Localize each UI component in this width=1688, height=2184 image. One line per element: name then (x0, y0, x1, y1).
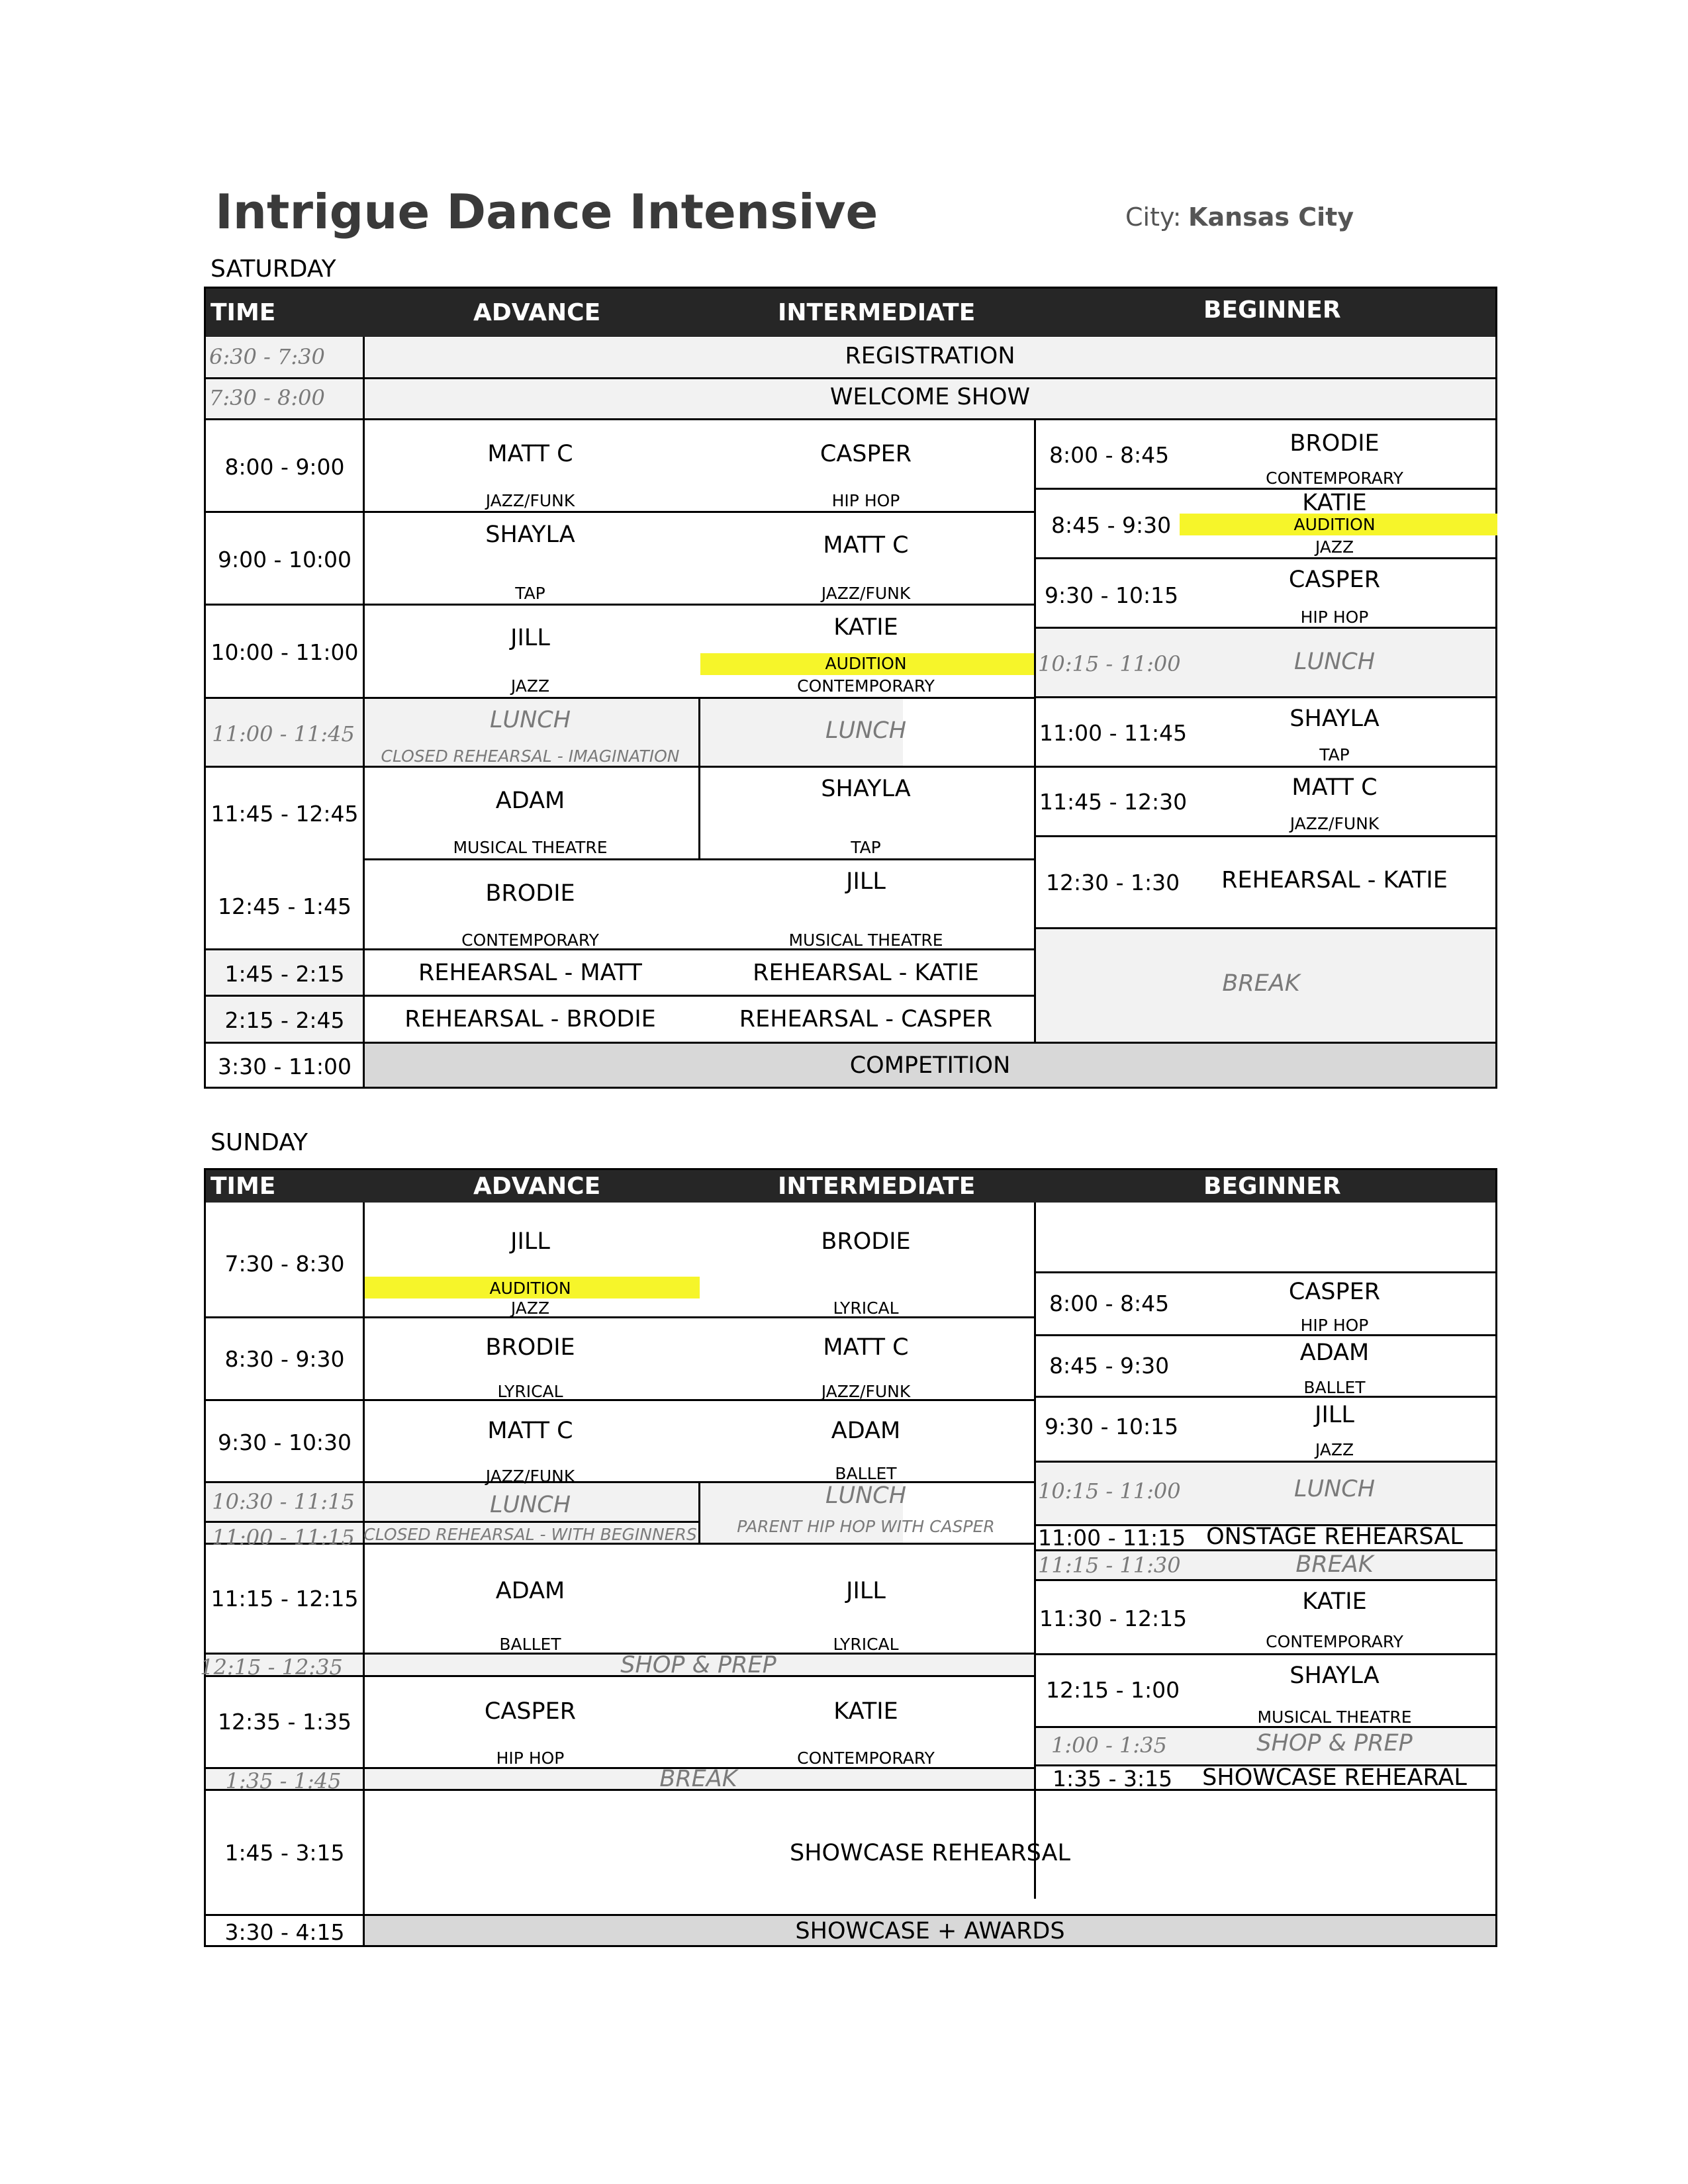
sun-adv-1-name: JILL (510, 1228, 550, 1255)
sun-adv-3-style: JAZZ/FUNK (485, 1467, 575, 1486)
sun-int-1-style: LYRICAL (833, 1298, 899, 1318)
sun-adv-2-name: BRODIE (485, 1334, 575, 1361)
sun-beg-2-style: BALLET (1303, 1378, 1366, 1397)
sat-time-8: 2:15 - 2:45 (224, 1007, 345, 1033)
sat-int-5-style: TAP (851, 838, 881, 857)
sat-adv-4-name: LUNCH (489, 707, 571, 733)
sat-int-2-name: MATT C (823, 532, 909, 559)
sat-beg-1-name: BRODIE (1289, 430, 1380, 457)
sun-showcase-rehearsal: SHOWCASE REHEARSAL (790, 1840, 1070, 1866)
sun-adv-1-style: JAZZ (510, 1298, 550, 1318)
sun-adv-2-style: LYRICAL (497, 1382, 563, 1401)
welcome-text: WELCOME SHOW (829, 384, 1031, 410)
sun-time-9: 1:35 - 1:45 (225, 1768, 342, 1794)
sun-beg-6-time: 11:15 - 11:30 (1038, 1553, 1181, 1578)
sun-beg-10-time: 1:35 - 3:15 (1053, 1766, 1173, 1792)
sun-beg-9-time: 1:00 - 1:35 (1051, 1733, 1167, 1758)
sat-int-2-style: JAZZ/FUNK (821, 584, 911, 603)
sat-beg-6-style: JAZZ/FUNK (1289, 814, 1380, 833)
sun-adv-6-name: ADAM (495, 1578, 565, 1604)
sun-beg-4-time: 10:15 - 11:00 (1038, 1479, 1181, 1504)
sun-beg-8-style: MUSICAL THEATRE (1257, 1707, 1412, 1727)
competition-text: COMPETITION (849, 1052, 1011, 1079)
sunday-header-intermediate: INTERMEDIATE (778, 1173, 976, 1200)
sun-int-3-style: BALLET (835, 1464, 897, 1483)
sat-adv-5-name: ADAM (495, 788, 565, 814)
sun-shop-prep: SHOP & PREP (620, 1652, 776, 1678)
sat-int-3-tag: AUDITION (825, 654, 907, 673)
sun-beg-1-time: 8:00 - 8:45 (1049, 1291, 1170, 1316)
sat-adv-5-style: MUSICAL THEATRE (453, 838, 608, 857)
sun-time-5: 11:00 - 11:15 (212, 1525, 355, 1550)
sun-time-10: 1:45 - 3:15 (224, 1840, 345, 1866)
sun-beg-5-time: 11:00 - 11:15 (1038, 1525, 1186, 1551)
sun-beg-3-time: 9:30 - 10:15 (1045, 1414, 1179, 1439)
sun-beg-7-style: CONTEMPORARY (1266, 1632, 1403, 1651)
welcome-time: 7:30 - 8:00 (209, 385, 325, 410)
sat-beg-2-time: 8:45 - 9:30 (1051, 512, 1172, 538)
sat-beg-2-tag: AUDITION (1293, 515, 1376, 534)
sat-time-5: 11:45 - 12:45 (211, 801, 359, 827)
sun-int-2-style: JAZZ/FUNK (821, 1382, 911, 1401)
sun-int-6-style: LYRICAL (833, 1635, 899, 1654)
sat-adv-3-name: JILL (510, 625, 550, 651)
saturday-header-beginner: BEGINNER (1203, 296, 1341, 324)
sat-adv-2-style: TAP (515, 584, 545, 603)
sun-beg-3-style: JAZZ (1315, 1440, 1354, 1459)
sat-beg-6-name: MATT C (1291, 774, 1378, 801)
sun-beg-7-name: KATIE (1302, 1588, 1367, 1615)
saturday-header-time: TIME (211, 299, 276, 326)
sun-beg-8-name: SHAYLA (1289, 1662, 1380, 1689)
sun-adv-6-style: BALLET (499, 1635, 561, 1654)
sun-time-3: 9:30 - 10:30 (217, 1430, 352, 1455)
sun-beg-4-name: LUNCH (1293, 1476, 1376, 1502)
sat-beg-3-style: HIP HOP (1300, 608, 1369, 627)
sat-beg-6-time: 11:45 - 12:30 (1039, 789, 1188, 815)
sat-time-2: 9:00 - 10:00 (217, 547, 352, 572)
sun-time-6: 11:15 - 12:15 (211, 1586, 359, 1612)
sun-beg-6-name: BREAK (1295, 1551, 1374, 1578)
sat-beg-4-name: LUNCH (1293, 649, 1376, 675)
sat-adv-8-name: REHEARSAL - BRODIE (404, 1006, 656, 1032)
sat-int-6-name: JILL (846, 868, 886, 895)
registration-time: 6:30 - 7:30 (209, 344, 325, 369)
sat-adv-2-name: SHAYLA (485, 522, 575, 548)
sun-int-8-name: KATIE (833, 1698, 898, 1725)
sat-beg-3-name: CASPER (1288, 567, 1381, 593)
sat-beg-5-name: SHAYLA (1289, 705, 1380, 732)
sat-beg-7-name: REHEARSAL - KATIE (1221, 867, 1448, 893)
sun-beg-5-name: ONSTAGE REHEARSAL (1206, 1524, 1463, 1550)
sat-time-3: 10:00 - 11:00 (211, 639, 359, 665)
sun-adv-1-tag: AUDITION (489, 1279, 571, 1298)
sat-adv-7-name: REHEARSAL - MATT (418, 960, 642, 986)
sun-time-4: 10:30 - 11:15 (212, 1489, 355, 1514)
sat-int-1-style: HIP HOP (831, 491, 900, 510)
sun-beg-10-name: SHOWCASE REHEARAL (1202, 1764, 1467, 1791)
sun-time-8: 12:35 - 1:35 (217, 1709, 352, 1735)
sun-adv-4-name: LUNCH (489, 1492, 571, 1518)
sun-beg-2-name: ADAM (1299, 1340, 1370, 1366)
sun-beg-7-time: 11:30 - 12:15 (1039, 1606, 1188, 1631)
sat-adv-6-style: CONTEMPORARY (461, 931, 599, 950)
sat-beg-break: BREAK (1222, 970, 1300, 997)
sun-beg-9-name: SHOP & PREP (1256, 1730, 1413, 1756)
sunday-header-beginner: BEGINNER (1203, 1173, 1341, 1200)
sat-time-1: 8:00 - 9:00 (224, 454, 345, 480)
sat-adv-1-style: JAZZ/FUNK (485, 491, 575, 510)
sun-time-7: 12:15 - 12:35 (200, 1655, 343, 1680)
sun-beg-1-name: CASPER (1288, 1279, 1381, 1305)
sun-beg-8-time: 12:15 - 1:00 (1046, 1677, 1180, 1703)
sat-time-7: 1:45 - 2:15 (224, 961, 345, 987)
sat-int-6-style: MUSICAL THEATRE (788, 931, 943, 950)
saturday-header-advance: ADVANCE (473, 299, 601, 326)
sat-beg-7-time: 12:30 - 1:30 (1046, 870, 1180, 895)
sat-int-8-name: REHEARSAL - CASPER (739, 1006, 993, 1032)
sun-beg-2-time: 8:45 - 9:30 (1049, 1353, 1170, 1379)
sunday-label: SUNDAY (211, 1129, 308, 1156)
sat-time-competition: 3:30 - 11:00 (217, 1054, 352, 1079)
sun-int-3-name: ADAM (831, 1418, 901, 1444)
sat-time-6: 12:45 - 1:45 (217, 893, 352, 919)
sat-time-4: 11:00 - 11:45 (212, 721, 355, 747)
sat-int-3-name: KATIE (833, 614, 898, 641)
sun-adv-3-name: MATT C (487, 1418, 573, 1444)
sun-time-2: 8:30 - 9:30 (224, 1346, 345, 1372)
sat-beg-1-time: 8:00 - 8:45 (1049, 442, 1170, 468)
sun-adv-8-style: HIP HOP (496, 1749, 565, 1768)
sat-int-4-name: LUNCH (825, 717, 907, 744)
sat-beg-4-time: 10:15 - 11:00 (1038, 651, 1181, 676)
sat-beg-1-style: CONTEMPORARY (1266, 469, 1403, 488)
sat-beg-5-time: 11:00 - 11:45 (1039, 720, 1188, 746)
sat-adv-1-name: MATT C (487, 441, 573, 467)
sat-adv-6-name: BRODIE (485, 880, 575, 907)
sat-beg-2-name: KATIE (1302, 490, 1367, 516)
sun-int-2-name: MATT C (823, 1334, 909, 1361)
sat-int-3-style: CONTEMPORARY (797, 676, 935, 696)
sun-adv-5-name: CLOSED REHEARSAL - WITH BEGINNERS (363, 1525, 697, 1544)
sun-int-6-name: JILL (846, 1578, 886, 1604)
city-value: Kansas City (1188, 203, 1354, 232)
sat-int-1-name: CASPER (820, 441, 912, 467)
city-label: City: (1125, 203, 1182, 232)
sun-beg-1-style: HIP HOP (1300, 1316, 1369, 1335)
registration-text: REGISTRATION (845, 343, 1015, 369)
sun-time-1: 7:30 - 8:30 (224, 1251, 345, 1277)
sat-beg-3-time: 9:30 - 10:15 (1045, 582, 1179, 608)
sat-adv-4-note: CLOSED REHEARSAL - IMAGINATION (381, 747, 680, 766)
page-title: Intrigue Dance Intensive (215, 184, 878, 240)
sun-time-awards: 3:30 - 4:15 (224, 1919, 345, 1945)
sat-beg-5-style: TAP (1319, 745, 1350, 764)
sun-int-1-name: BRODIE (821, 1228, 911, 1255)
sun-int-4-note: PARENT HIP HOP WITH CASPER (737, 1517, 995, 1536)
sat-beg-2-style: JAZZ (1315, 537, 1354, 557)
sun-break: BREAK (659, 1766, 737, 1792)
sun-int-4-name: LUNCH (825, 1482, 907, 1509)
sunday-header-time: TIME (211, 1173, 276, 1200)
saturday-label: SATURDAY (211, 255, 336, 283)
sat-int-5-name: SHAYLA (821, 776, 911, 802)
sat-adv-3-style: JAZZ (510, 676, 550, 696)
sunday-header-advance: ADVANCE (473, 1173, 601, 1200)
sun-beg-3-name: JILL (1315, 1402, 1354, 1428)
sun-adv-8-name: CASPER (484, 1698, 577, 1725)
saturday-header-intermediate: INTERMEDIATE (778, 299, 976, 326)
sun-int-8-style: CONTEMPORARY (797, 1749, 935, 1768)
awards-text: SHOWCASE + AWARDS (795, 1918, 1065, 1944)
sat-int-7-name: REHEARSAL - KATIE (753, 960, 979, 986)
